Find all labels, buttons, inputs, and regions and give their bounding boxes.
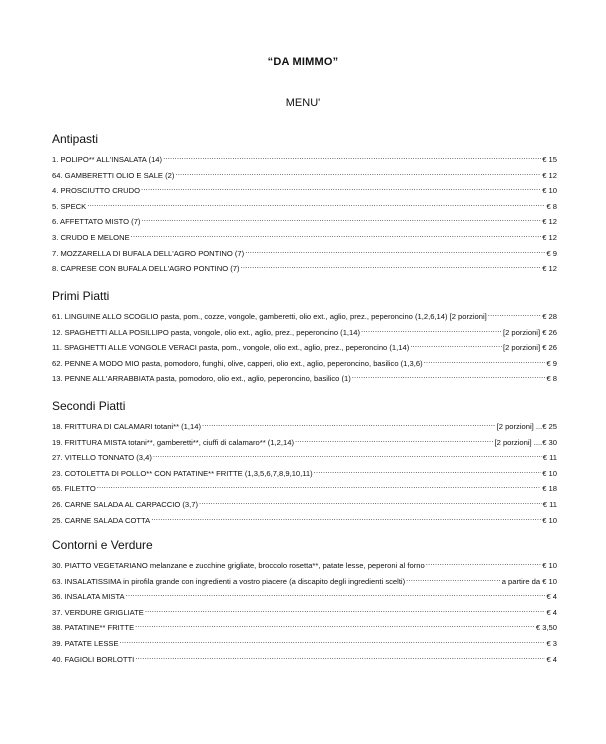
menu-item-price: € 4 xyxy=(546,654,557,664)
menu-item-price: [2 porzioni] ...€ 25 xyxy=(496,422,557,431)
menu-item-price: € 3,50 xyxy=(535,623,557,633)
menu-item-price: € 9 xyxy=(546,248,557,258)
menu-subtitle: MENU' xyxy=(285,97,321,109)
leader-dots xyxy=(202,421,496,429)
leader-dots xyxy=(135,654,545,662)
menu-item xyxy=(52,591,557,607)
menu-item-name: 30. PIATTO VEGETARIANO melanzane e zucchine grigliate, broccolo rosetta**, patate lesse, peperoni al forno xyxy=(52,561,425,570)
menu-item-name: 3. CRUDO E MELONE xyxy=(52,232,130,242)
menu-item xyxy=(52,358,557,374)
menu-item-name: 5. SPECK xyxy=(52,201,87,211)
leader-dots xyxy=(406,576,501,584)
menu-item-name: 12. SPAGHETTI ALLA POSILLIPO pasta, vongole, olio ext., aglio, prez., peperoncino (1,14) xyxy=(52,327,360,337)
menu-item xyxy=(52,468,557,484)
menu-item-price: [2 porzioni] € 26 xyxy=(502,327,557,337)
leader-dots xyxy=(126,591,546,599)
leader-dots xyxy=(352,373,546,381)
menu-item xyxy=(52,560,557,576)
menu-item xyxy=(52,483,557,499)
menu-item-price: € 11 xyxy=(542,499,557,509)
leader-dots xyxy=(163,154,541,162)
menu-item xyxy=(52,263,557,279)
menu-item xyxy=(52,622,557,638)
menu-item-price: a partire da € 10 xyxy=(501,576,557,586)
menu-item xyxy=(52,232,557,248)
leader-dots xyxy=(488,311,541,319)
menu-item-name: 25. CARNE SALADA COTTA xyxy=(52,515,151,525)
menu-item-name: 1. POLIPO** ALL'INSALATA (14) xyxy=(52,155,163,164)
menu-item-name: 39. PATATE LESSE xyxy=(52,638,119,648)
menu-item xyxy=(52,327,557,343)
section-title-secondi-piatti: Secondi Piatti xyxy=(52,399,126,413)
menu-item-name: 11. SPAGHETTI ALLE VONGOLE VERACI pasta, pom., vongole, olio ext., aglio, prez., peperoncino (1,14) xyxy=(52,343,410,353)
menu-item xyxy=(52,607,557,623)
menu-item xyxy=(52,576,557,592)
menu-item-price: [2 porzioni] ....€ 30 xyxy=(494,437,557,447)
menu-item-price: € 3 xyxy=(546,638,557,648)
menu-item-price: € 9 xyxy=(546,358,557,368)
menu-item-price: € 12 xyxy=(542,264,557,274)
menu-item xyxy=(52,154,557,170)
leader-dots xyxy=(245,248,545,256)
menu-item xyxy=(52,499,557,515)
menu-item-price: € 11 xyxy=(542,453,557,463)
leader-dots xyxy=(135,622,535,630)
menu-item-name: 37. VERDURE GRIGLIATE xyxy=(52,607,144,617)
menu-item-name: 6. AFFETTATO MISTO (7) xyxy=(52,217,141,227)
leader-dots xyxy=(314,468,542,476)
menu-item-name: 23. COTOLETTA DI POLLO** CON PATATINE** FRITTE (1,3,5,6,7,8,9,10,11) xyxy=(52,468,313,478)
section-primi-piatti xyxy=(52,289,557,389)
menu-item xyxy=(52,216,557,232)
leader-dots xyxy=(141,185,541,193)
leader-dots xyxy=(120,638,546,646)
section-title-contorni-verdure: Contorni e Verdure xyxy=(52,538,153,552)
menu-item xyxy=(52,342,557,358)
leader-dots xyxy=(97,483,541,491)
section-secondi-piatti xyxy=(52,399,557,530)
leader-dots xyxy=(410,342,502,350)
menu-item-name: 7. MOZZARELLA DI BUFALA DELL'AGRO PONTINO (7) xyxy=(52,248,245,258)
leader-dots xyxy=(141,216,541,224)
menu-item-price: € 15 xyxy=(542,155,557,164)
menu-item-name: 36. INSALATA MISTA xyxy=(52,592,125,602)
leader-dots xyxy=(153,452,542,460)
menu-item-name: 64. GAMBERETTI OLIO E SALE (2) xyxy=(52,170,175,180)
menu-item xyxy=(52,452,557,468)
menu-item-name: 40. FAGIOLI BORLOTTI xyxy=(52,654,135,664)
menu-item xyxy=(52,515,557,531)
menu-item-price: € 4 xyxy=(546,607,557,617)
menu-item xyxy=(52,185,557,201)
leader-dots xyxy=(175,170,541,178)
menu-item-name: 27. VITELLO TONNATO (3,4) xyxy=(52,453,152,463)
menu-item xyxy=(52,654,557,670)
menu-item xyxy=(52,248,557,264)
menu-title: “DA MIMMO” xyxy=(267,56,339,68)
menu-item-name: 61. LINGUINE ALLO SCOGLIO pasta, pom., cozze, vongole, gamberetti, olio ext., aglio, prez., peperoncino (1,2,6,14) [2 porzioni] xyxy=(52,312,487,321)
section-title-antipasti: Antipasti xyxy=(52,132,99,146)
leader-dots xyxy=(426,560,542,568)
menu-item-name: 8. CAPRESE CON BUFALA DELL'AGRO PONTINO (7) xyxy=(52,264,240,274)
menu-item-price: € 28 xyxy=(542,312,557,321)
section-contorni-verdure xyxy=(52,538,557,669)
menu-item-price: € 10 xyxy=(542,468,557,478)
menu-item-name: 13. PENNE ALL'ARRABBIATA pasta, pomodoro, olio ext., aglio, peperoncino, basilico (1) xyxy=(52,374,351,384)
leader-dots xyxy=(241,263,542,271)
menu-item xyxy=(52,373,557,389)
leader-dots xyxy=(131,232,542,240)
menu-item-name: 63. INSALATISSIMA in pirofila grande con ingredienti a vostro piacere (a discapito degli ingredienti scelti) xyxy=(52,576,406,586)
menu-item xyxy=(52,638,557,654)
menu-item-price: € 10 xyxy=(542,561,557,570)
menu-item xyxy=(52,437,557,453)
menu-item-name: 19. FRITTURA MISTA totani**, gamberetti**, ciuffi di calamaro** (1,2,14) xyxy=(52,437,294,447)
menu-item-name: 62. PENNE A MODO MIO pasta, pomodoro, funghi, olive, capperi, olio ext., aglio, peperoncino, basilico (1,3,6) xyxy=(52,358,423,368)
menu-item-price: € 10 xyxy=(542,515,557,525)
menu-item xyxy=(52,421,557,437)
menu-item-price: € 4 xyxy=(546,592,557,602)
menu-item-name: 65. FILETTO xyxy=(52,484,96,494)
leader-dots xyxy=(87,201,545,209)
menu-item-name: 18. FRITTURA DI CALAMARI totani** (1,14) xyxy=(52,422,201,431)
menu-item-price: € 8 xyxy=(546,374,557,384)
leader-dots xyxy=(199,499,542,507)
leader-dots xyxy=(424,358,546,366)
menu-item-name: 38. PATATINE** FRITTE xyxy=(52,623,135,633)
section-antipasti xyxy=(52,132,557,279)
leader-dots xyxy=(295,437,494,445)
menu-item-price: € 10 xyxy=(542,186,557,196)
menu-item-price: € 12 xyxy=(542,170,557,180)
menu-item xyxy=(52,311,557,327)
menu-item xyxy=(52,201,557,217)
menu-item-price: € 12 xyxy=(542,217,557,227)
leader-dots xyxy=(361,327,502,335)
menu-item-price: € 18 xyxy=(542,484,557,494)
menu-item-price: € 12 xyxy=(542,232,557,242)
menu-item xyxy=(52,170,557,186)
leader-dots xyxy=(151,515,541,523)
section-title-primi-piatti: Primi Piatti xyxy=(52,289,110,303)
menu-item-name: 26. CARNE SALADA AL CARPACCIO (3,7) xyxy=(52,499,199,509)
leader-dots xyxy=(145,607,546,615)
menu-item-price: [2 porzioni] € 26 xyxy=(502,343,557,353)
menu-item-price: € 8 xyxy=(546,201,557,211)
menu-item-name: 4. PROSCIUTTO CRUDO xyxy=(52,186,141,196)
